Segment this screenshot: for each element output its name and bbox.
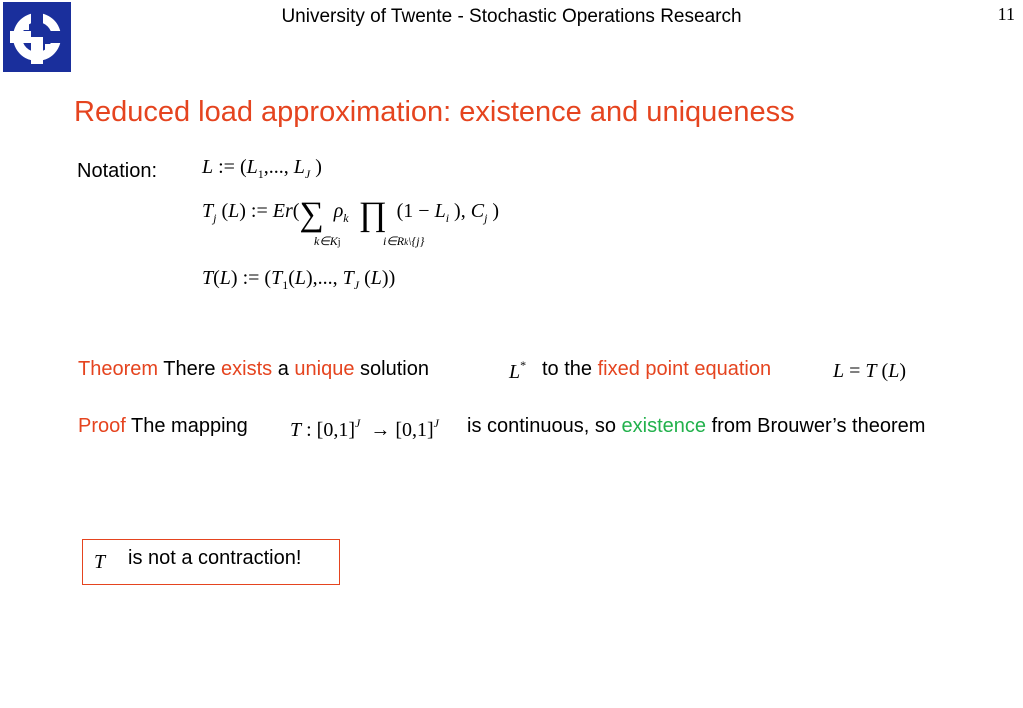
formula-fixed-point: L = T (L) — [833, 360, 906, 382]
formula-T-definition: T(L) := ($T_1(L)$,..., $T_J$ (L)) — [202, 267, 396, 292]
formula-T-box: T — [94, 551, 106, 573]
formula-L-star: L* — [509, 358, 527, 383]
proof-line-end: is continuous, so existence from Brouwer’s theorem — [467, 415, 926, 437]
header-title: University of Twente - Stochastic Operations Research — [281, 6, 742, 27]
formula-mapping: T : $[0,1]^J \to [0,1]^J$ — [290, 416, 439, 441]
proof-line-start: Proof The mapping — [78, 415, 248, 437]
page-number: 11 — [997, 4, 1015, 24]
sum-subscript: k∈Kj — [314, 234, 341, 248]
theorem-line: Theorem There exists a unique solution — [78, 358, 429, 380]
formula-Tj-definition: $T_j$ (L) := Er(∑ $\rho_k$ ∏ ($1 - L_i$ ), $C_j$ ) — [202, 196, 500, 233]
theorem-line-end: to the fixed point equation — [542, 358, 772, 380]
product-subscript: i∈Rk\{j} — [383, 234, 425, 248]
notation-label: Notation: — [77, 160, 158, 182]
slide-title: Reduced load approximation: existence and uniqueness — [74, 96, 795, 128]
formula-L-definition: L := ($L_1$,..., $L_J$ ) — [202, 156, 322, 181]
contraction-note: is not a contraction! — [128, 547, 302, 569]
